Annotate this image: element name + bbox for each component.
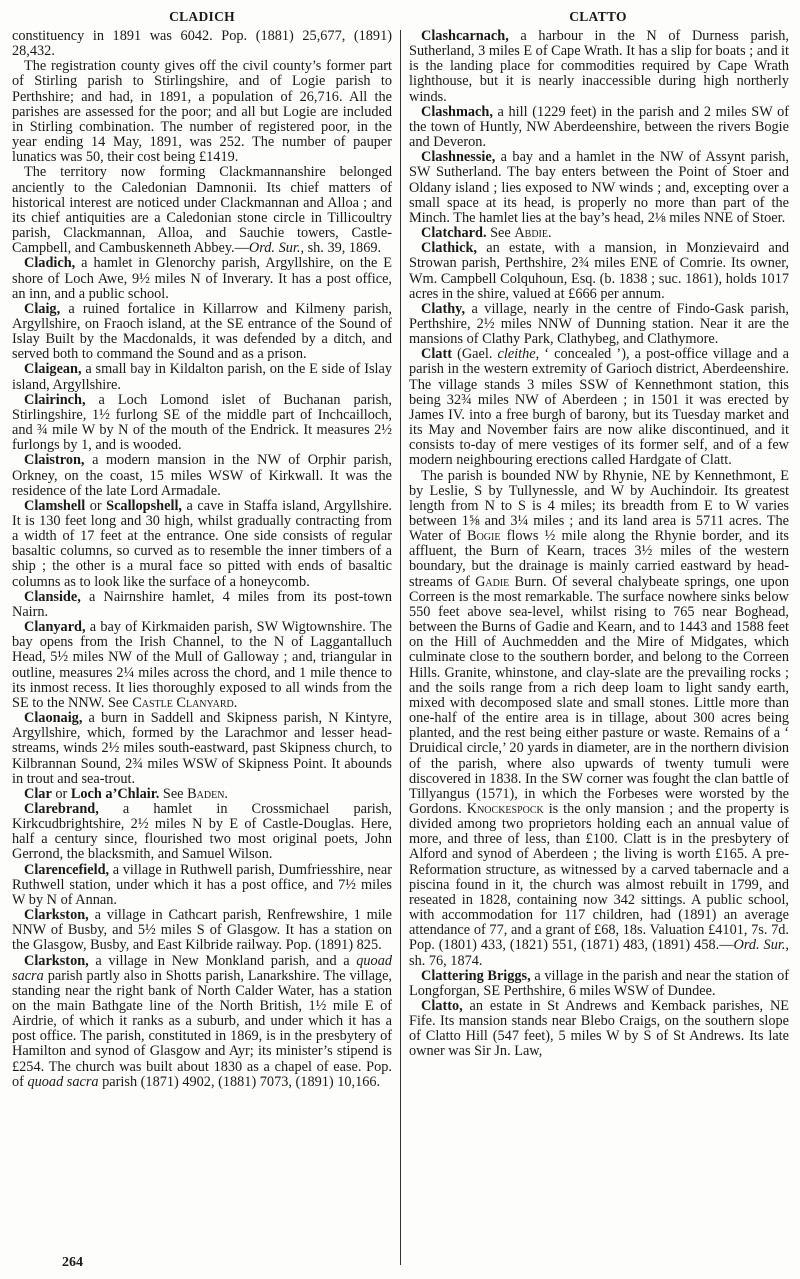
entry-headword: Scallopshell, — [106, 497, 182, 514]
gazetteer-entry — [12, 802, 392, 863]
gazetteer-entry — [12, 711, 392, 787]
entry-text: The territory now forming Clackmannanshire belonged anciently to the Caledonian Damnonii. Its chief matters of historical interest are noticed under Clackmannan and Alloa ; and its chief antiquities are a Caledonian stone circle in Tillicoultry parish, Clackmannan, Alloa, and Sauchie towers, Castle-Campbell, and Cambuskenneth Abbey.— — [12, 164, 392, 257]
entry-text: Burn. Of several chalybeate springs, one upon Correen is the most remarkable. The surface nowhere sinks below 550 feet above sea-level, whilst rising to 765 near Boghead, between the Burns of Gadie and Kearn, and to 1443 and 1588 feet on the Hill of Auchmedden and the Mire of Midgates, which culminate close to the southern border, and belong to the Correen Hills. Granite, whinstone, and clay-slate are the prevailing rocks ; and the soils range from a rich deep loam to light sandy earth, mixed with decomposed slate and small stones. Little more than one-half of the entire area is in tillage, about 300 acres being planted, and the rest being either pasture or waste. Remains of a ‘ Druidical circle,’ 20 yards in diameter, are in the northern division of the parish, where also upwards of twenty tumuli were discovered in 1838. In the SW corner was fought the clan battle of Tillyangus (1571), in which the Forbeses were worsted by the Gordons. — [409, 573, 789, 817]
entry-text: or — [51, 785, 71, 802]
entry-text: a village in Ruthwell parish, Dumfriesshire, near Ruthwell station, under which it has a post office, and 7½ miles W by N of Annan. — [12, 861, 392, 908]
entry-headword: Cladich, — [24, 255, 76, 272]
entry-text: a village in New Monkland parish, and a — [88, 952, 357, 969]
entry-text: a harbour in the N of Durness parish, Sutherland, 3 miles E of Cape Wrath. It has a slip for boats ; and it is the landing place for commodities required by Cape Wrath lighthouse, but it is nearly inaccessible during high northerly winds. — [409, 28, 789, 105]
entry-text: a hill (1229 feet) in the parish and 2 miles SW of the town of Huntly, NW Aberdeenshire, between the rivers Bogie and Deveron. — [409, 103, 789, 151]
entry-text: or — [85, 497, 107, 514]
italic-text: quoad sacra — [12, 952, 392, 984]
entry-text: . — [233, 694, 238, 711]
cross-reference: Baden — [187, 785, 225, 802]
italic-text: Ord. Sur. — [733, 937, 786, 954]
entry-headword: Loch a’Chlair. — [70, 785, 160, 802]
entry-text: constituency in 1891 was 6042. Pop. (1881) 25,677, (1891) 28,432. — [12, 28, 392, 60]
cross-reference: Castle Clanyard — [132, 694, 234, 711]
running-header-right: CLATTO — [569, 9, 627, 24]
entry-headword: Clathy, — [421, 300, 466, 317]
entry-text: a Nairnshire hamlet, 4 miles from its post-town Nairn. — [12, 588, 392, 620]
gazetteer-entry — [12, 863, 392, 908]
gazetteer-entry — [409, 226, 789, 241]
entry-text: a hamlet in Glenorchy parish, Argyllshire, on the E shore of Loch Awe, 9½ miles N of Inverary. It has a post office, an inn, and a public school. — [12, 255, 392, 302]
entry-text: a village in Cathcart parish, Renfrewshire, 1 mile NNW of Busby, and 5½ miles S of Glasgow. It has a station on the Glasgow, Busby, and East Kilbride railway. Pop. (1891) 825. — [12, 907, 392, 954]
entry-headword: Claistron, — [24, 452, 85, 469]
column-divider — [400, 30, 401, 1265]
entry-text: a small bay in Kildalton parish, on the E side of Islay island, Argyllshire. — [12, 361, 392, 393]
entry-text: flows ½ mile along the Rhynie border, and its affluent, the Burn of Kearn, traces 3½ miles of the western boundary, but the drainage is mainly carried eastward by head-streams of — [409, 528, 789, 590]
entry-text: The parish is bounded NW by Rhynie, NE by Kennethmont, E by Leslie, S by Tullynessle, and W by Auchindoir. Its greatest length from N to S is 4 miles; its breadth from E to W varies between 1⅝ and 3¼ miles ; and its land area is 5711 acres. The Water of — [409, 467, 789, 545]
right-column — [409, 29, 789, 1060]
gazetteer-entry — [409, 347, 789, 468]
gazetteer-entry — [12, 453, 392, 498]
entry-headword: Clatt — [421, 346, 452, 363]
entry-text: (Gael. — [451, 346, 498, 363]
entry-headword: Clarebrand, — [24, 800, 99, 817]
entry-text: ‘ concealed ’), a post-office village and a parish in the western extremity of Garioch district, Aberdeenshire. The village stands 3 miles SSW of Kennethmont station, this being 32¾ miles NW of Aberdeen ; in 1501 it was erected by James IV. into a free burgh of barony, but its Tuesday market and its May and November fairs are now alike discontinued, and it consists to-day of mere vestiges of its former self, and of a few modern neighbouring erections called Hardgate of Clatt. — [409, 346, 789, 469]
entry-text: is the only mansion ; and the property is divided among two proprietors holding each an annual value of more, and three of less, than £100. Clatt is in the presbytery of Alford and synod of Aberdeen ; the living is worth £165. A pre-Reformation structure, as witnessed by a carved tabernacle and a piscina found in it, the church was almost rebuilt in 1799, and reseated in 1828, containing now 342 sittings. A public school, with accommodation for 117 children, had (1891) an average attendance of 77, and a grant of £68, 18s. Valuation £4101, 7s. 7d. Pop. (1801) 433, (1821) 551, (1871) 483, (1891) 458.— — [409, 800, 789, 954]
entry-headword: Clamshell — [24, 497, 86, 514]
entry-text: a hamlet in Crossmichael parish, Kirkcudbrightshire, 2½ miles N by E of Castle-Douglas. Here, half a century since, flourished two most original poets, John Gerrond, the blacksmith, and Samuel Wilson. — [12, 800, 392, 863]
italic-text: Ord. Sur. — [248, 240, 301, 257]
gazetteer-entry — [12, 165, 392, 256]
cross-reference: Abdie — [514, 225, 548, 242]
running-header-left: CLADICH — [169, 9, 235, 24]
entry-headword: Clarkston, — [24, 952, 89, 969]
entry-headword: Clanyard, — [24, 619, 86, 636]
gazetteer-entry — [12, 908, 392, 953]
gazetteer-entry — [12, 954, 392, 1090]
entry-text: a cave in Staffa island, Argyllshire. It is 130 feet long and 30 high, whilst gradually contracting from a width of 17 feet at the entrance. One side consists of regular basaltic columns, so curved as to resemble the inner timbers of a ship ; the other is a mural face so pitted with ends of basaltic columns as to look like the surface of a honeycomb. — [12, 497, 392, 590]
gazetteer-entry — [409, 302, 789, 347]
entry-headword: Clatchard. — [421, 225, 487, 242]
entry-headword: Clathick, — [421, 240, 478, 257]
gazetteer-entry — [12, 256, 392, 301]
entry-text: parish partly also in Shotts parish, Lanarkshire. The village, standing near the right bank of North Calder Water, has a station on the main Bathgate line of the North British, 1½ mile E of Airdrie, of which it ranks as a suburb, and under which it has a post office. The parish, constituted in 1869, is in the presbytery of Hamilton and synod of Glasgow and Ayr; its minister’s stipend is £254. The church was built about 1830 as a chapel of ease. Pop. of — [12, 967, 392, 1090]
gazetteer-entry — [409, 29, 789, 105]
entry-text: a village in the parish and near the station of Longforgan, SE Perthshire, 6 miles WSW of Dundee. — [409, 967, 790, 999]
gazetteer-entry — [409, 469, 789, 969]
entry-text: a ruined fortalice in Killarrow and Kilmeny parish, Argyllshire, on Fraoch island, at the SE entrance of the Sound of Islay Built by the Macdonalds, it was defended by a ditch, and served both to command the Sound and as a prison. — [12, 300, 392, 363]
entry-headword: Clairinch, — [24, 391, 86, 408]
entry-headword: Clattering Briggs, — [421, 967, 531, 984]
entry-text: . — [547, 225, 552, 242]
gazetteer-entry — [409, 241, 789, 302]
gazetteer-entry — [12, 787, 392, 802]
italic-text: cleithe, — [497, 346, 540, 363]
gazetteer-entry — [409, 969, 789, 999]
entry-headword: Clar — [24, 785, 52, 802]
entry-text: . — [224, 785, 228, 802]
entry-text: parish (1871) 4902, (1881) 7073, (1891) 10,166. — [98, 1073, 381, 1090]
gazetteer-entry — [409, 150, 789, 226]
page-number: 264 — [62, 1255, 83, 1270]
left-column — [12, 29, 392, 1090]
entry-headword: Clashmach, — [421, 103, 493, 120]
gazetteer-entry — [409, 105, 789, 150]
entry-headword: Clashnessie, — [421, 149, 496, 166]
entry-headword: Clatto, — [421, 998, 463, 1014]
gazetteer-entry — [12, 393, 392, 454]
entry-headword: Clashcarnach, — [421, 28, 509, 44]
entry-headword: Clarencefield, — [24, 861, 110, 878]
gazetteer-entry — [12, 499, 392, 590]
entry-text: , sh. 39, 1869. — [300, 240, 382, 257]
entry-headword: Clanside, — [24, 588, 81, 605]
entry-text: See — [486, 225, 515, 242]
cross-reference: Knockespock — [466, 800, 544, 817]
entry-text: an estate, with a mansion, in Monzievaird and Strowan parish, Perthshire, 2¾ miles ENE of Comrie. Its owner, Wm. Campbell Colquhoun, Esq. (b. 1838 ; suc. 1861), holds 1017 acres in the shire, valued at £666 per annum. — [409, 240, 789, 302]
entry-text: a bay and a hamlet in the NW of Assynt parish, SW Sutherland. The bay enters between the Point of Stoer and Oldany island ; lies exposed to NW winds ; and, excepting over a small space at its head, is properly no more than part of the Minch. The hamlet lies at the bay’s head, 2⅛ miles NNE of Stoer. — [409, 149, 789, 226]
entry-text: The registration county gives off the civil county’s former part of Stirling parish to Stirlingshire, and of Logie parish to Perthshire; and had, in 1891, a population of 26,716. All the parishes are assessed for the poor; and all but Logie are included in Stirling combination. The number of registered poor, in the year ending 14 May, 1891, was 252. The number of pauper lunatics was 50, their cost being £1419. — [12, 58, 392, 166]
italic-text: quoad sacra — [27, 1073, 99, 1090]
entry-text: See — [159, 785, 188, 802]
entry-text: a bay of Kirkmaiden parish, SW Wigtownshire. The bay opens from the Irish Channel, to the N of Laggantalluch Head, 5½ miles NW of the Mull of Galloway ; and, triangular in outline, measures 2¼ miles across the chord, and 1 mile thence to its inmost recess. It lies thoroughly exposed to all winds from the SE to the NNW. See — [12, 619, 392, 711]
cross-reference: Bogie — [467, 528, 501, 545]
entry-text: a village, nearly in the centre of Findo-Gask parish, Perthshire, 2½ miles NNW of Dunning station. Near it are the mansions of Clathy Park, Clathybeg, and Clathymore. — [409, 300, 789, 348]
gazetteer-entry — [12, 29, 392, 59]
entry-headword: Claonaig, — [24, 710, 83, 727]
gazetteer-entry — [12, 302, 392, 363]
entry-text: a burn in Saddell and Skipness parish, N Kintyre, Argyllshire, which, formed by the Larachmor and lesser head-streams, winds 2½ miles south-eastward, past Skipness church, to Kilbrannan Sound, 2¾ miles WSW of Skipness Point. It abounds in trout and sea-trout. — [12, 710, 392, 787]
gazetteer-entry — [12, 59, 392, 165]
gazetteer-entry — [12, 620, 392, 711]
entry-headword: Claigean, — [24, 361, 82, 378]
gazetteer-entry — [12, 590, 392, 620]
entry-text: , sh. 76, 1874. — [409, 937, 789, 969]
gazetteer-entry — [409, 999, 789, 1060]
entry-text: a Loch Lomond islet of Buchanan parish, Stirlingshire, 1½ furlong SE of the middle part of Inchcailloch, and ¾ mile W by N of the mouth of the Endrick. It measures 2½ furlongs by 1, and is wooded. — [12, 391, 392, 454]
entry-text: a modern mansion in the NW of Orphir parish, Orkney, on the coast, 15 miles WSW of Kirkwall. It was the residence of the late Lord Armadale. — [12, 452, 392, 499]
entry-headword: Claig, — [24, 300, 61, 317]
cross-reference: Gadie — [475, 573, 510, 590]
entry-text: an estate in St Andrews and Kemback parishes, NE Fife. Its mansion stands near Blebo Craigs, on the southern slope of Clatto Hill (547 feet), 5 miles W by S of St Andrews. Its late owner was Sir Jn. Law, — [409, 998, 789, 1060]
gazetteer-entry — [12, 362, 392, 392]
entry-headword: Clarkston, — [24, 907, 89, 924]
